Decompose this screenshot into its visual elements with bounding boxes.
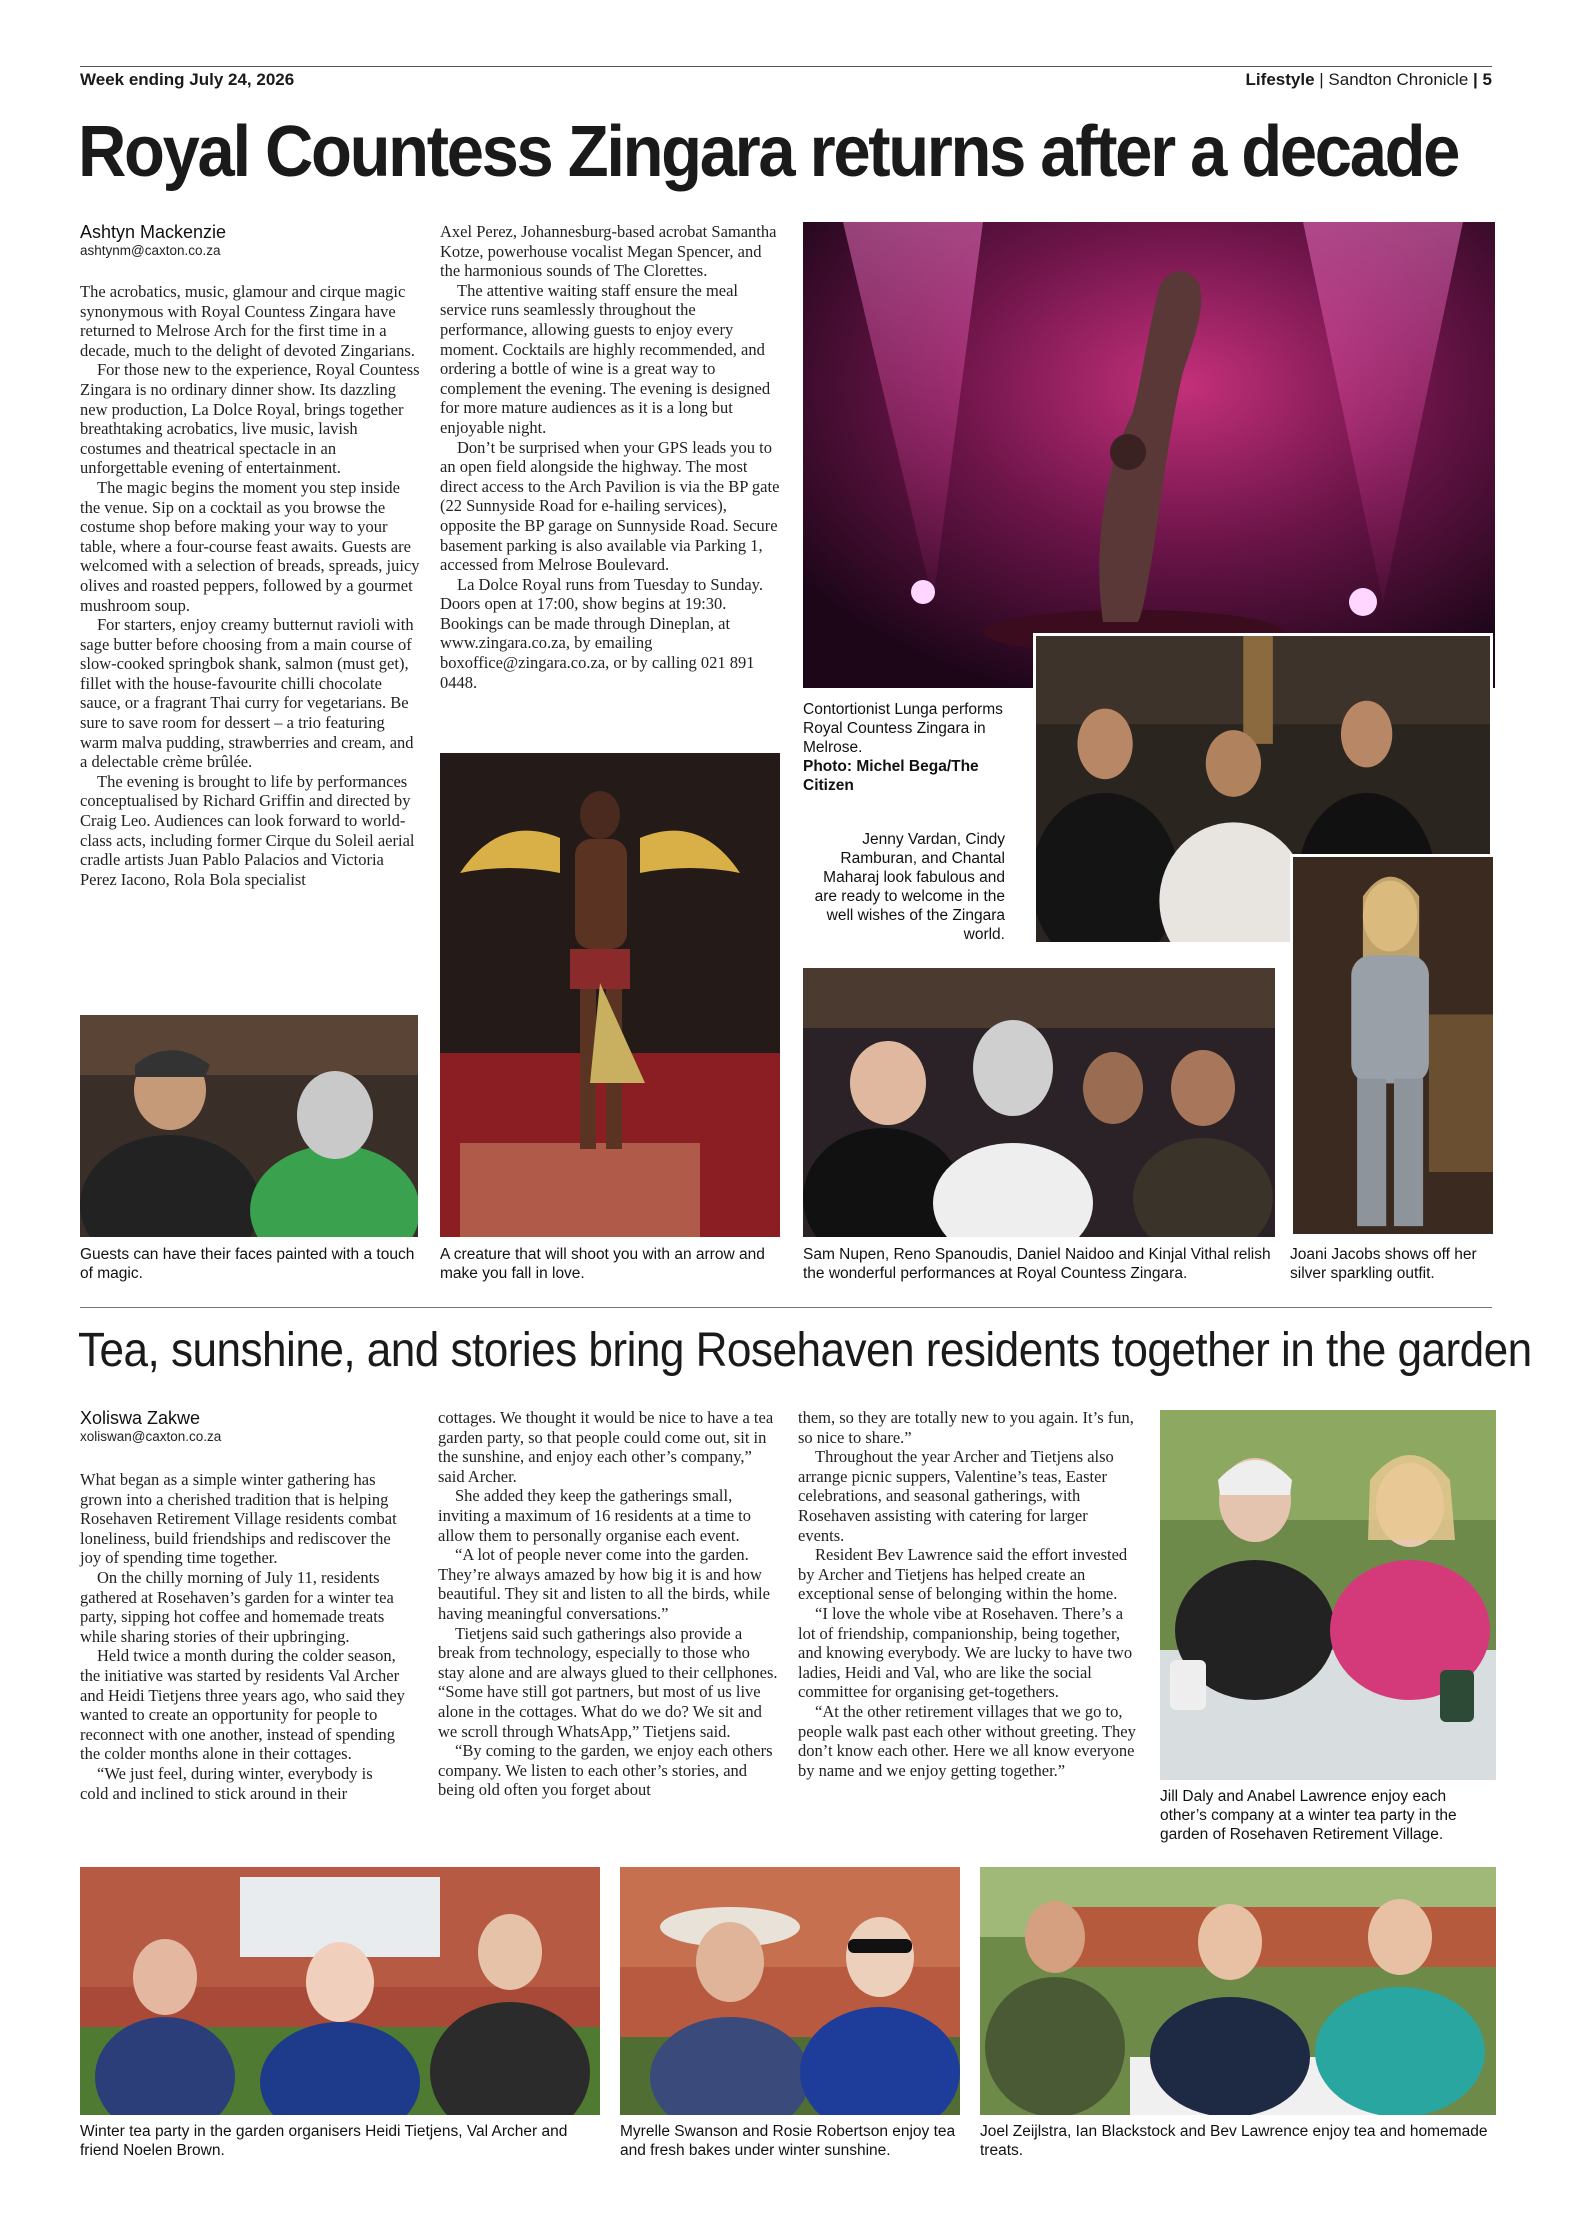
paragraph: cottages. We thought it would be nice to have a tea garden party, so that people could come out, sit in the sunshine, and enjoy each other’s company,” said Archer.	[438, 1408, 774, 1486]
article2-byline	[80, 1408, 221, 1444]
organisers-caption: Winter tea party in the garden organisers Heidi Tietjens, Val Archer and friend Noelen Brown.	[80, 2123, 568, 2159]
paragraph: Held twice a month during the colder season, the initiative was started by residents Val Archer and Heidi Tietjens three years ago, who said they wanted to create an opportunity for people to reconnect with one another, instead of spending the colder months alone in their cottages.	[80, 1646, 405, 1764]
article1-headline: Royal Countess Zingara returns after a decade	[78, 112, 1459, 192]
paragraph: The magic begins the moment you step inside the venue. Sip on a cocktail as you browse the costume shop before making your way to your table, where a four-course feast awaits. Guests are welcomed with a selection of breads, spreads, juicy olives and roasted peppers, followed by a gourmet mushroom soup.	[80, 477, 420, 615]
article1-byline	[80, 222, 226, 258]
cupid-photo	[440, 753, 780, 1237]
contortionist-photo	[803, 222, 1495, 688]
article2-headline: Tea, sunshine, and stories bring Rosehaven residents together in the garden	[78, 1324, 1532, 1377]
paragraph: For those new to the experience, Royal Countess Zingara is no ordinary dinner show. Its dazzling new production, La Dolce Royal, brings together breathtaking acrobatics, live music, lavish costumes and theatrical spectacle in an unforgettable evening of entertainment.	[80, 360, 420, 478]
facepaint-photo	[80, 1015, 418, 1237]
contortionist-caption: Contortionist Lunga performs Royal Countess Zingara in Melrose. Photo: Michel Bega/The Citizen	[803, 701, 1003, 794]
group-photo	[803, 968, 1275, 1237]
trio-caption: Jenny Vardan, Cindy Ramburan, and Chantal Maharaj look fabulous and are ready to welcome in the well wishes of the Zingara world.	[814, 831, 1005, 943]
myrelle-rosie-photo	[620, 1867, 960, 2115]
paper-name: Sandton Chronicle	[1328, 70, 1469, 89]
paragraph: What began as a simple winter gathering has grown into a cherished tradition that is helping Rosehaven Retirement Village residents combat loneliness, build friendships and rediscover the joy of spending time together.	[80, 1470, 397, 1568]
article1-column-1	[80, 282, 420, 889]
joani-caption: Joani Jacobs shows off her silver sparkling outfit.	[1290, 1246, 1477, 1282]
joel-ian-bev-caption: Joel Zeijlstra, Ian Blackstock and Bev Lawrence enjoy tea and homemade treats.	[980, 2123, 1488, 2159]
paragraph: Throughout the year Archer and Tietjens also arrange picnic suppers, Valentine’s teas, Easter celebrations, and seasonal gatherings, with Rosehaven assisting with catering for larger events.	[798, 1447, 1114, 1545]
author-email: xoliswan@caxton.co.za	[80, 1429, 222, 1444]
myrelle-rosie-caption: Myrelle Swanson and Rosie Robertson enjoy tea and fresh bakes under winter sunshine.	[620, 2123, 956, 2159]
paragraph: Don’t be surprised when your GPS leads you to an open field alongside the highway. The most direct access to the Arch Pavilion is via the BP gate (22 Sunnyside Road for e-hailing services), opposite the BP garage on Sunnyside Road. Secure basement parking is also available via Parking 1, accessed from Melrose Boulevard.	[440, 437, 780, 575]
organisers-photo	[80, 1867, 600, 2115]
paragraph: La Dolce Royal runs from Tuesday to Sunday. Doors open at 17:00, show begins at 19:30. Bookings can be made through Dineplan, at www.zingara.co.za, by emailing boxoffice@zingara.co.za, or by calling 021 891 0448.	[440, 574, 763, 692]
paragraph: Resident Bev Lawrence said the effort invested by Archer and Tietjens has helped create an exceptional sense of belonging within the home.	[798, 1545, 1128, 1604]
article2-column-1	[80, 1470, 405, 1803]
joani-photo	[1290, 854, 1496, 1237]
section-name: Lifestyle	[1245, 70, 1315, 89]
cupid-caption: A creature that will shoot you with an arrow and make you fall in love.	[440, 1246, 765, 1282]
header-separator: |	[1319, 70, 1324, 89]
header-separator-2: |	[1473, 70, 1478, 89]
paragraph: Tietjens said such gatherings also provide a break from technology, especially to those who stay alone and are always glued to their cellphones. “Some have still got partners, but most of us live alone in the cottages. What do we do? We sit and we scroll through WhatsApp,” Tietjens said.	[438, 1623, 778, 1741]
group-caption: Sam Nupen, Reno Spanoudis, Daniel Naidoo and Kinjal Vithal relish the wonderful performances at Royal Countess Zingara.	[803, 1246, 1271, 1282]
issue-date: Week ending July 24, 2026	[80, 70, 295, 89]
paragraph: On the chilly morning of July 11, residents gathered at Rosehaven’s garden for a winter tea party, sipping hot coffee and homemade treats while sharing stories of their upbringing.	[80, 1567, 394, 1646]
paragraph: “At the other retirement villages that we go to, people walk past each other without greeting. They don’t know each other. Here we all know everyone by name and we enjoy getting together.”	[798, 1701, 1136, 1780]
paragraph: She added they keep the gatherings small, inviting a maximum of 16 residents at a time to allow them to personally organise each event.	[438, 1486, 751, 1545]
facepaint-caption: Guests can have their faces painted with a touch of magic.	[80, 1246, 415, 1282]
top-rule	[80, 66, 1492, 67]
paragraph: “By coming to the garden, we enjoy each others company. We listen to each other’s stories, and being old often you forget about	[438, 1741, 773, 1800]
article-divider	[80, 1307, 1492, 1308]
photo-credit: Photo: Michel Bega/The Citizen	[803, 758, 979, 794]
article2-column-2	[438, 1408, 778, 1800]
jill-anabel-caption: Jill Daly and Anabel Lawrence enjoy each other’s company at a winter tea party in the garden of Rosehaven Retirement Village.	[1160, 1788, 1457, 1843]
joel-ian-bev-photo	[980, 1867, 1496, 2115]
paragraph: Axel Perez, Johannesburg-based acrobat Samantha Kotze, powerhouse vocalist Megan Spencer, and the harmonious sounds of The Clorettes.	[440, 222, 777, 281]
paragraph: The acrobatics, music, glamour and cirque magic synonymous with Royal Countess Zingara have returned to Melrose Arch for the first time in a decade, much to the delight of devoted Zingarians.	[80, 282, 415, 360]
paragraph: The attentive waiting staff ensure the meal service runs seamlessly throughout the performance, allowing guests to enjoy every moment. Cocktails are highly recommended, and ordering a bottle of wine is a great way to complement the evening. The evening is designed for more mature audiences as it is a long but enjoyable night.	[440, 280, 771, 437]
jill-anabel-photo	[1160, 1410, 1496, 1780]
paragraph: The evening is brought to life by performances conceptualised by Richard Griffin and directed by Craig Leo. Audiences can look forward to world-class acts, including former Cirque du Soleil aerial cradle artists Juan Pablo Palacios and Victoria Perez Iacono, Rola Bola specialist	[80, 771, 415, 889]
paragraph: “I love the whole vibe at Rosehaven. There’s a lot of friendship, companionship, being together, and knowing everybody. We are lucky to have two ladies, Heidi and Val, who are like the social committee for organising get-togethers.	[798, 1603, 1133, 1702]
author-name: Ashtyn Mackenzie	[80, 222, 227, 242]
article1-column-2	[440, 222, 780, 692]
author-email: ashtynm@caxton.co.za	[80, 243, 221, 258]
paragraph: “A lot of people never come into the garden. They’re always amazed by how big it is and how beautiful. They sit and listen to all the birds, while having meaningful conversations.”	[438, 1545, 770, 1623]
paragraph: For starters, enjoy creamy butternut ravioli with sage butter before choosing from a main course of slow-cooked springbok shank, salmon (must get), fillet with the house-favourite chilli chocolate sauce, or a fragrant Thai curry for vegetarians. Be sure to save room for dessert – a trio featuring warm malva pudding, strawberries and cream, and a delectable crème brûlée.	[80, 615, 414, 772]
page-number: 5	[1482, 70, 1492, 89]
paragraph: “We just feel, during winter, everybody is cold and inclined to stick around in their	[80, 1763, 373, 1803]
page-header	[1246, 70, 1492, 90]
author-name: Xoliswa Zakwe	[80, 1408, 201, 1428]
paragraph: them, so they are totally new to you again. It’s fun, so nice to share.”	[798, 1408, 1134, 1447]
article2-column-3	[798, 1408, 1136, 1780]
